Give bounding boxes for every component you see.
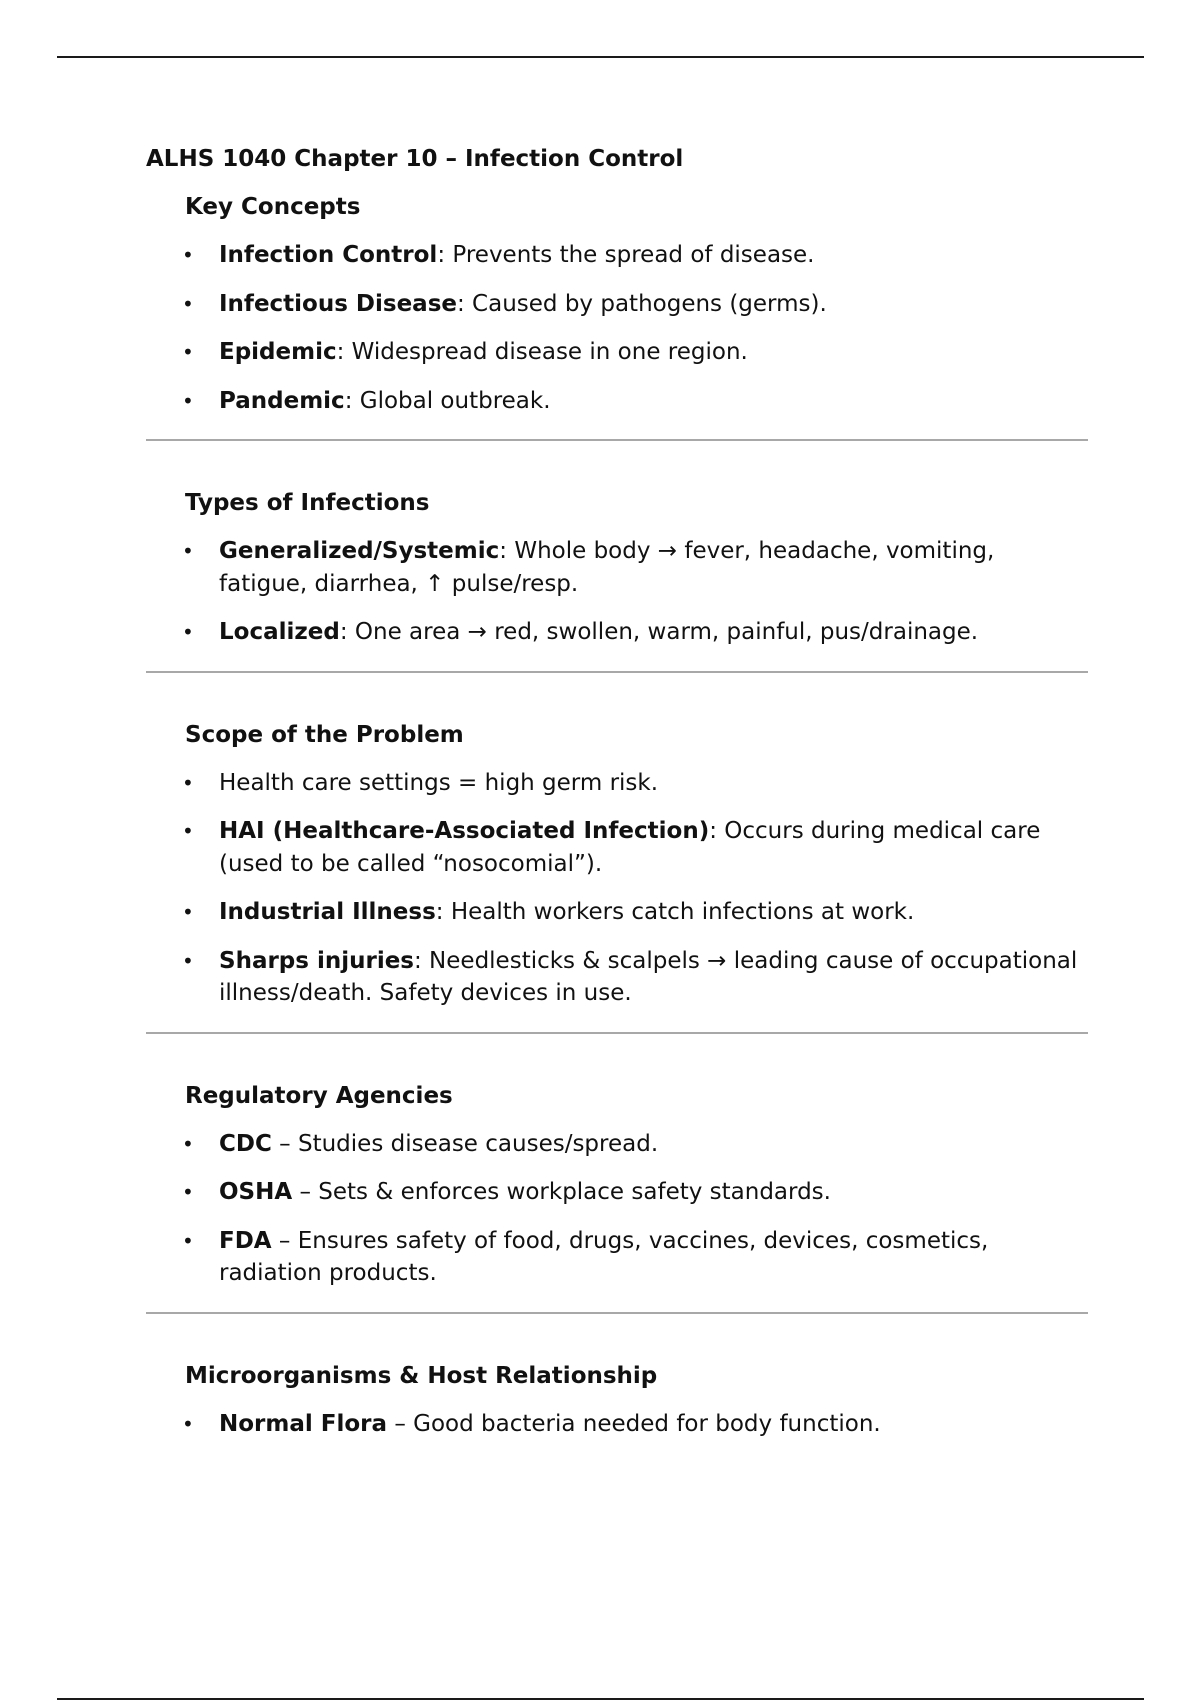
definition: : Needlesticks & scalpels → leading cause of occupational illness/death. Safety devices in use. [219,947,1078,1006]
bullet-icon: • [182,620,194,644]
term: FDA [219,1227,272,1254]
section-heading: Regulatory Agencies [185,1082,453,1109]
term: Sharps injuries [219,947,414,974]
list-item [146,1408,1088,1441]
term: Epidemic [219,339,337,365]
section-heading: Scope of the Problem [185,721,464,748]
definition: : Caused by pathogens (germs). [457,290,827,317]
list-item [146,945,1088,1010]
term: HAI (Healthcare-Associated Infection) [219,818,710,844]
bullet-icon: • [182,340,194,364]
section-scope-of-problem [146,719,1088,1010]
bullet-icon: • [182,770,194,795]
bullet-icon: • [182,948,194,973]
section-heading: Types of Infections [185,490,430,516]
definition: : One area → red, swollen, warm, painful, pus/drainage. [339,619,979,645]
term: Normal Flora [219,1410,388,1437]
list-item [146,1128,1088,1161]
page-top-rule [57,56,1144,58]
bullet-icon: • [182,291,194,316]
definition: – Studies disease causes/spread. [271,1130,659,1157]
term: Infection Control [219,242,438,268]
bullet-list [146,1408,1088,1441]
definition: Health care settings = high germ risk. [219,769,659,796]
bullet-list [146,535,1088,649]
section-divider [146,671,1088,673]
bullet-icon: • [182,1411,194,1436]
definition: : Health workers catch infections at work. [435,899,915,925]
bullet-icon: • [182,819,194,843]
definition: : Prevents the spread of disease. [437,242,815,268]
list-item [146,1176,1088,1209]
bullet-icon: • [182,243,194,267]
section-regulatory-agencies [146,1080,1088,1290]
document-title: ALHS 1040 Chapter 10 – Infection Control [146,146,684,172]
section-heading: Key Concepts [185,194,361,220]
definition: : Global outbreak. [344,387,551,414]
term: CDC [219,1130,272,1157]
bullet-icon: • [182,900,194,924]
term: Pandemic [219,387,345,414]
section-divider [146,1312,1088,1314]
list-item [146,767,1088,800]
definition: – Ensures safety of food, drugs, vaccines, devices, cosmetics, radiation products. [219,1227,989,1286]
definition: : Widespread disease in one region. [336,339,748,365]
list-item [146,288,1088,321]
definition: – Sets & enforces workplace safety standards. [292,1179,831,1205]
bullet-icon: • [182,1180,194,1204]
section-types-of-infections [146,487,1088,649]
section-divider [146,439,1088,441]
section-heading: Microorganisms & Host Relationship [185,1362,658,1389]
list-item [146,535,1088,600]
definition: : Occurs during medical care (used to be called “nosocomial”). [219,818,1041,877]
list-item [146,239,1088,272]
bullet-icon: • [182,1228,194,1253]
bullet-icon: • [182,539,194,563]
term: Localized [219,619,340,645]
bullet-icon: • [182,1131,194,1156]
bullet-list [146,1128,1088,1290]
term: Generalized/Systemic [219,538,500,564]
list-item [146,385,1088,418]
bullet-list [146,239,1088,417]
document-body [146,143,1088,1456]
list-item [146,815,1088,880]
list-item [146,336,1088,369]
term: Infectious Disease [219,290,457,317]
section-divider [146,1032,1088,1034]
list-item [146,1225,1088,1290]
list-item [146,616,1088,649]
term: Industrial Illness [219,899,436,925]
section-microorganisms-host [146,1360,1088,1441]
definition: – Good bacteria needed for body function. [387,1410,881,1437]
term: OSHA [219,1179,293,1205]
section-key-concepts [146,191,1088,417]
list-item [146,896,1088,929]
bullet-icon: • [182,388,194,413]
definition: : Whole body → fever, headache, vomiting, fatigue, diarrhea, ↑ pulse/resp. [219,538,995,597]
bullet-list [146,767,1088,1010]
